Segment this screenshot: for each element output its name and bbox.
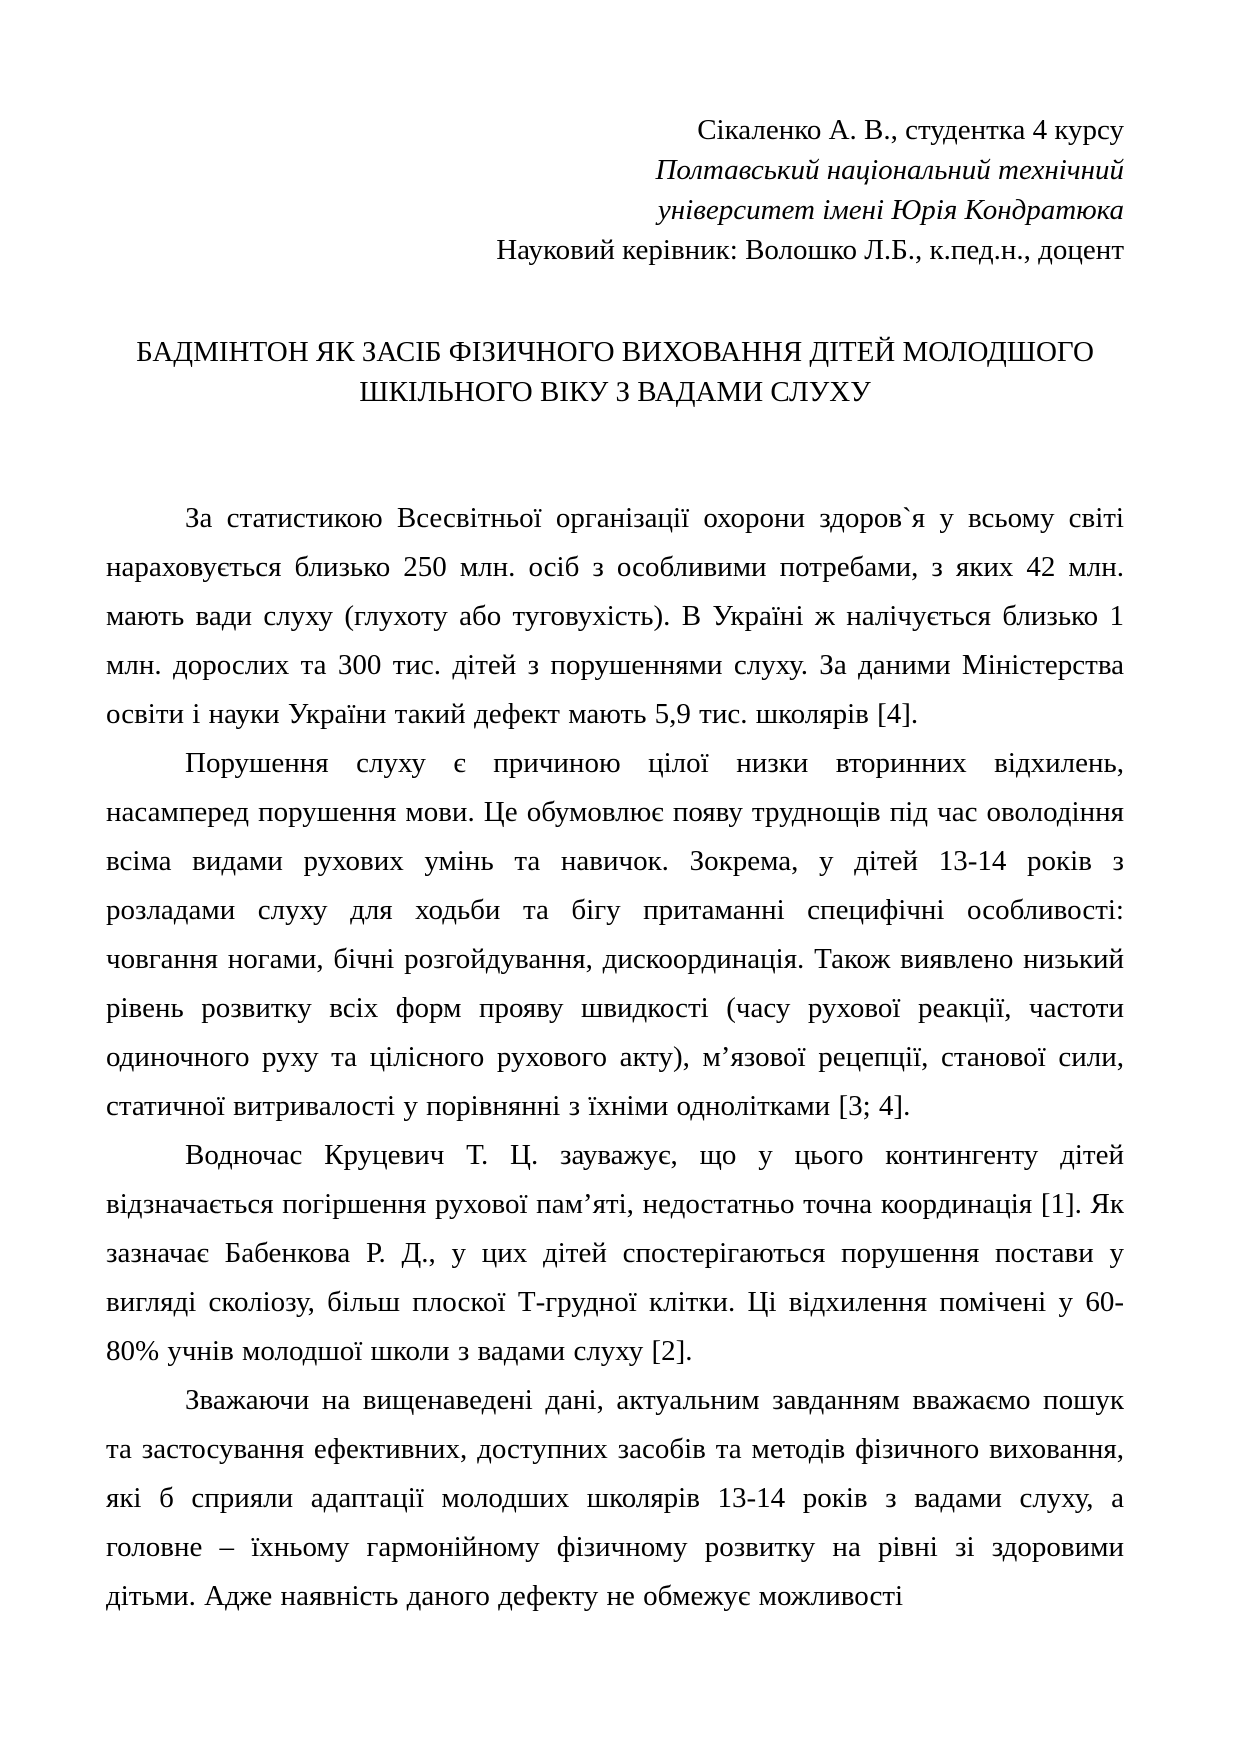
paragraph-2: Порушення слуху є причиною цілої низки вторинних відхилень, насамперед порушення мови. Це обумовлює появу труднощів під час оволодіння всіма видами рухових умінь та навичок. Зокрема, у дітей 13-14 років з розладами слуху для ходьби та бігу притаманні специфічні особливості: човгання ногами, бічні розгойдування, дискоординація. Також виявлено низький рівень розвитку всіх форм прояву швидкості (часу рухової реакції, частоти одиночного руху та цілісного рухового акту), м’язової рецепції, станової сили, статичної витривалості у порівнянні з їхніми однолітками [3; 4]. [106,747,1124,1122]
affiliation-line-2: університет імені Юрія Кондратюка [657,194,1124,226]
page-title: БАДМІНТОН ЯК ЗАСІБ ФІЗИЧНОГО ВИХОВАННЯ ДІТЕЙ МОЛОДШОГО ШКІЛЬНОГО ВІКУ З ВАДАМИ СЛУХУ [136,336,1094,408]
paragraph-1: За статистикою Всесвітньої організації охорони здоров`я у всьому світі нараховується близько 250 млн. осіб з особливими потребами, з яких 42 млн. мають вади слуху (глухоту або туговухість). В Україні ж налічується близько 1 млн. дорослих та 300 тис. дітей з порушеннями слуху. За даними Міністерства освіти і науки України такий дефект мають 5,9 тис. школярів [4]. [106,502,1124,730]
affiliation-line-1: Полтавський національний технічний [655,154,1124,186]
author-line: Сікаленко А. В., студентка 4 курсу [697,114,1124,146]
paragraph-3: Водночас Круцевич Т. Ц. зауважує, що у цього контингенту дітей відзначається погіршення рухової пам’яті, недостатньо точна координація [1]. Як зазначає Бабенкова Р. Д., у цих дітей спостерігаються порушення постави у вигляді сколіозу, більш плоскої Т-грудної клітки. Ці відхилення помічені у 60-80% учнів молодшої школи з вадами слуху [2]. [106,1139,1124,1367]
advisor-line: Науковий керівник: Волошко Л.Б., к.пед.н., доцент [496,234,1124,266]
author-block [106,110,1124,270]
article-body [106,494,1124,1621]
paragraph-4: Зважаючи на вищенаведені дані, актуальним завданням вважаємо пошук та застосування ефективних, доступних засобів та методів фізичного виховання, які б сприяли адаптації молодших школярів 13-14 років з вадами слуху, а головне – їхньому гармонійному фізичному розвитку на рівні зі здоровими дітьми. Адже наявність даного дефекту не обмежує можливості [106,1384,1124,1612]
